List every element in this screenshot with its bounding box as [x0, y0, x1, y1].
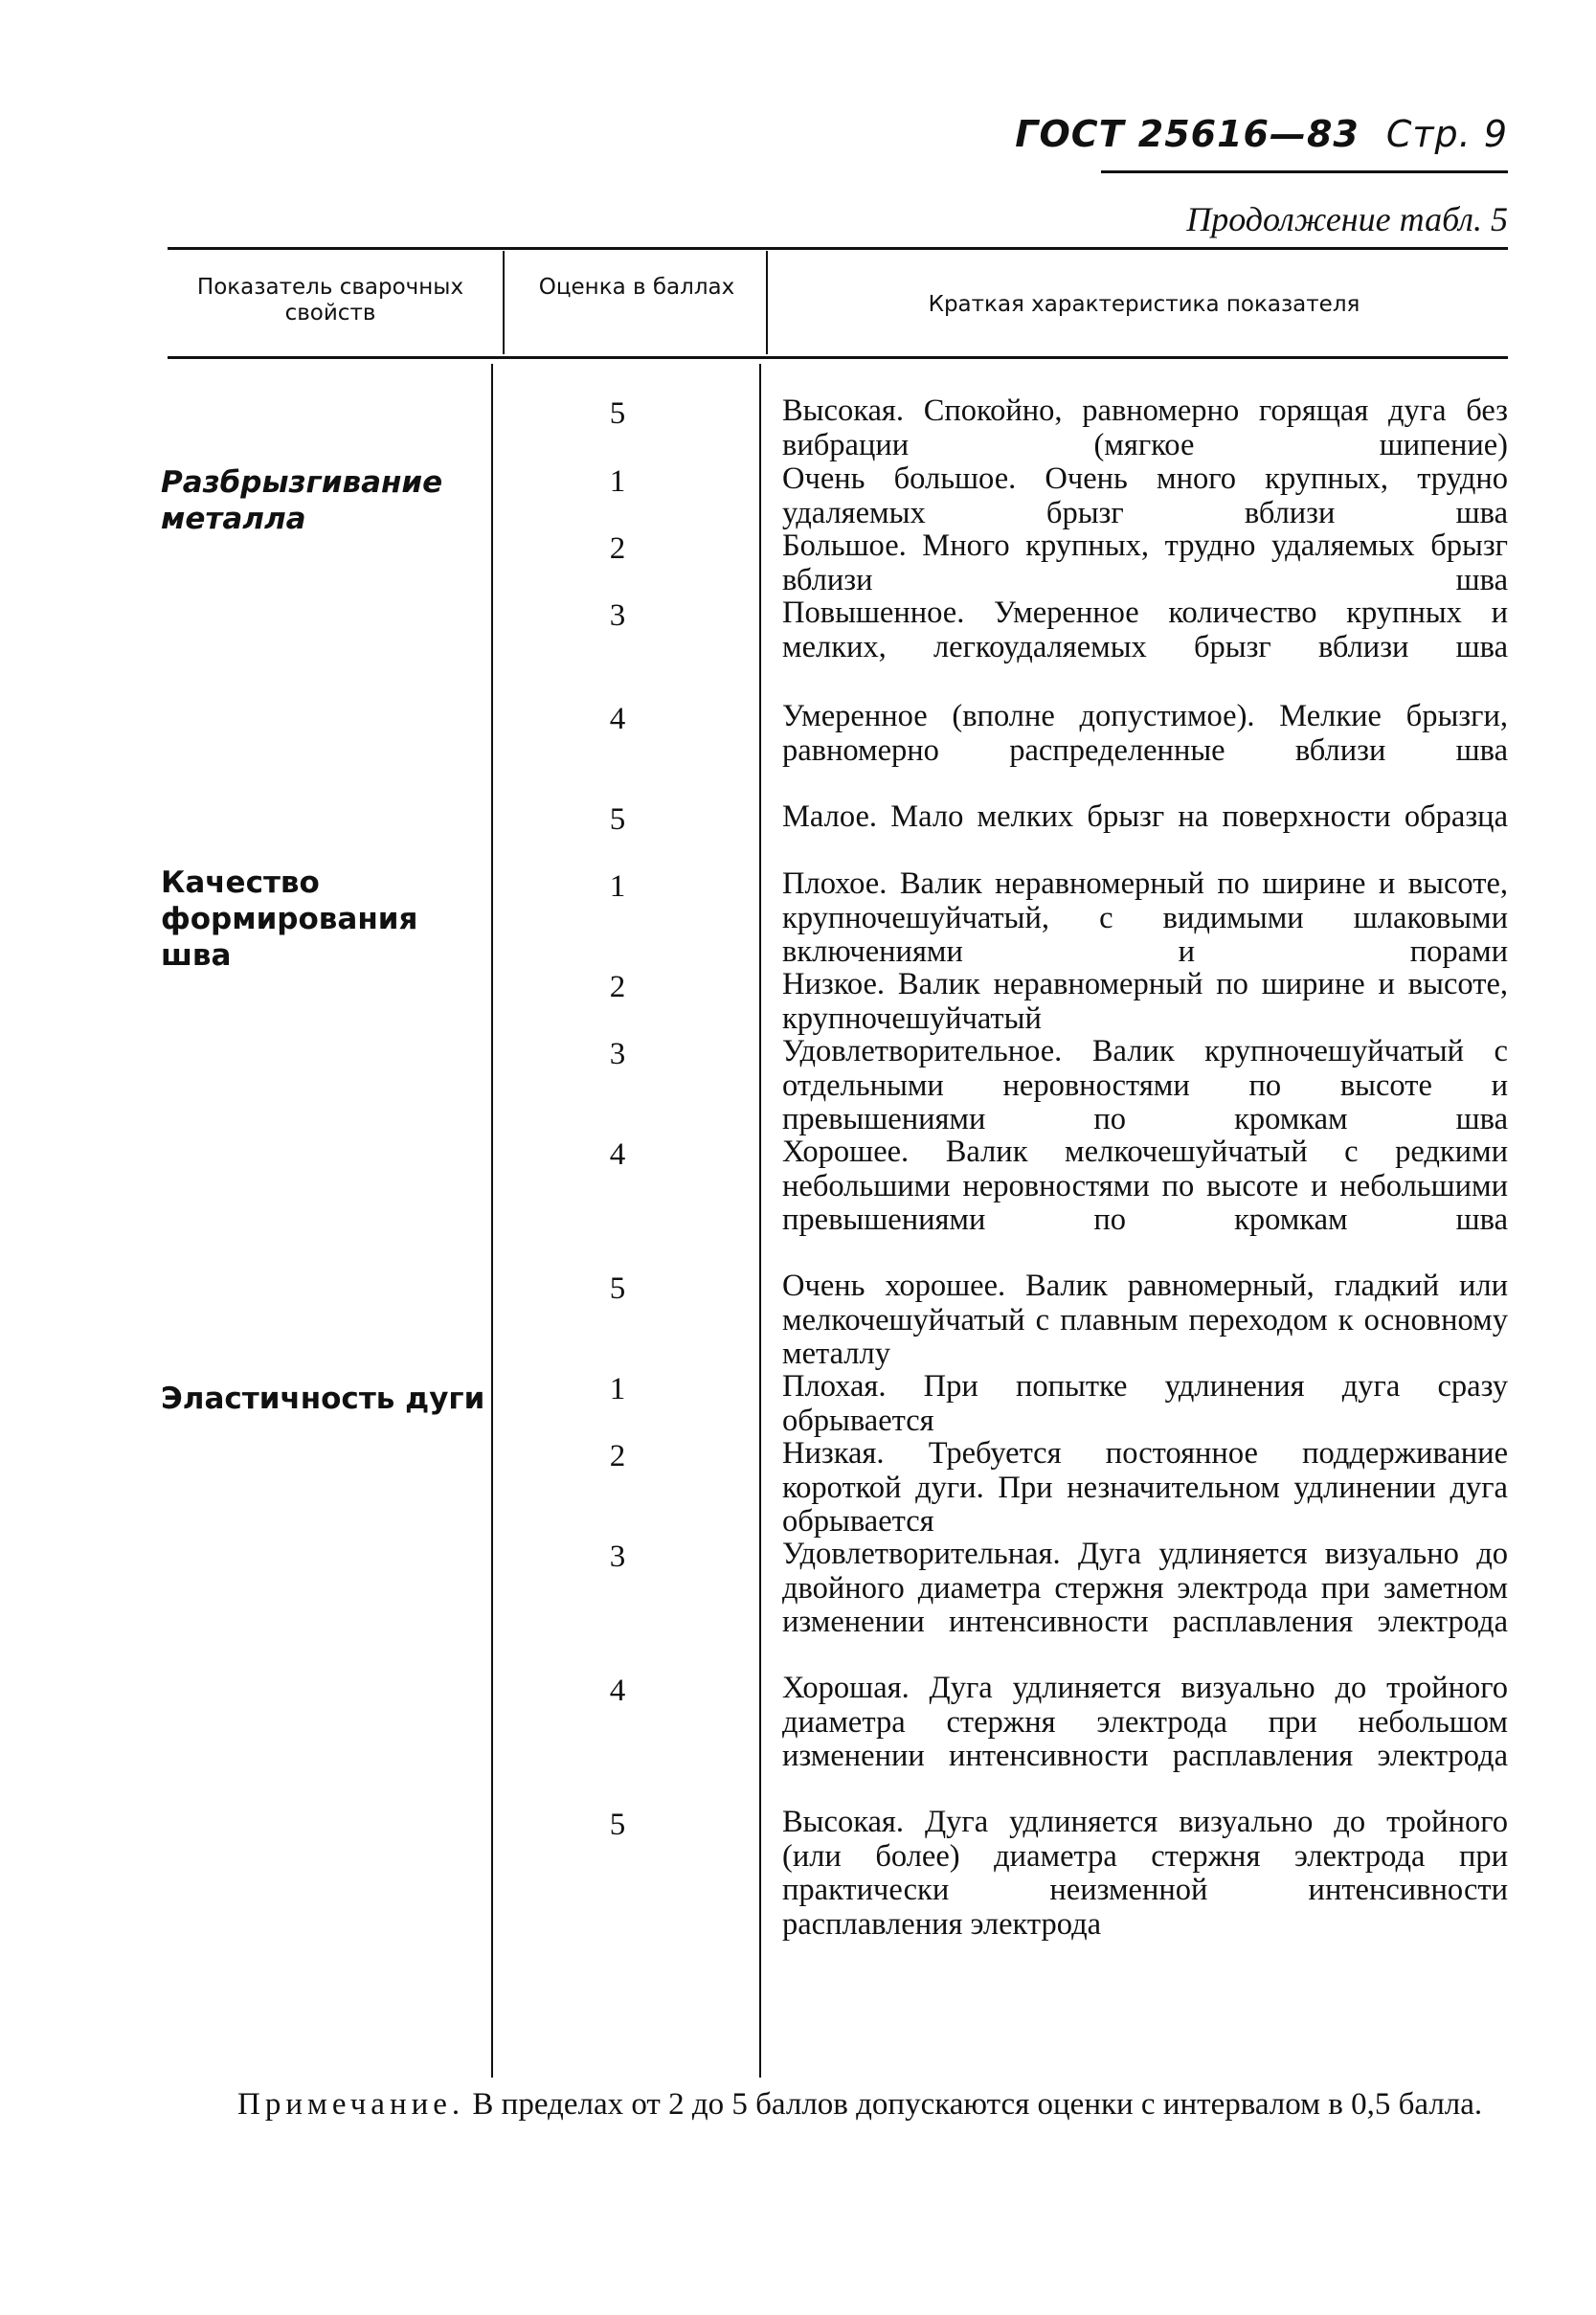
- column-divider: [766, 251, 768, 354]
- column-divider: [503, 251, 505, 354]
- score-cell: 5: [609, 1808, 626, 1842]
- table-header-rule: [168, 356, 1508, 359]
- page-header: [1015, 113, 1508, 155]
- column-divider: [491, 364, 493, 2078]
- score-cell: 4: [609, 702, 626, 736]
- page-number: Стр. 9: [1385, 113, 1508, 155]
- description-cell: Низкая. Требуется постоянное поддерживание короткой дуги. При незначительном удлинении дуга обрывается: [782, 1436, 1508, 1539]
- score-cell: 3: [609, 1037, 626, 1071]
- description-cell: Высокая. Дуга удлиняется визуально до тройного (или более) диаметра стержня электрода при практически неизменной интенсивности расплавления электрода: [782, 1805, 1508, 1942]
- score-cell: 4: [609, 1137, 626, 1172]
- indicator-arc-elasticity: Эластичность дуги: [161, 1382, 485, 1416]
- column-header-score: Оценка в баллах: [538, 275, 735, 300]
- header-rule: [1101, 170, 1508, 173]
- score-cell: 1: [609, 1372, 626, 1406]
- indicator-weld-formation: Качество формирования шва: [161, 865, 418, 973]
- score-cell: 3: [609, 598, 626, 633]
- column-header-description: Краткая характеристика показателя: [928, 292, 1360, 317]
- description-cell: Очень большое. Очень много крупных, трудно удаляемых брызг вблизи шва: [782, 461, 1508, 530]
- indicator-spatter: Разбрызгивание металла: [161, 465, 443, 536]
- score-cell: 3: [609, 1540, 626, 1574]
- description-cell: Большое. Много крупных, трудно удаляемых брызг вблизи шва: [782, 528, 1508, 597]
- score-cell: 2: [609, 1439, 626, 1473]
- description-cell: Удовлетворительная. Дуга удлиняется визуально до двойного диаметра стержня электрода при заметном изменении интенсивности расплавления электрода: [782, 1537, 1508, 1639]
- score-cell: 5: [609, 1271, 626, 1306]
- score-cell: 5: [609, 802, 626, 837]
- score-cell: 4: [609, 1674, 626, 1708]
- description-cell: Низкое. Валик неравномерный по ширине и высоте, крупночешуйчатый: [782, 967, 1508, 1036]
- standard-number: ГОСТ 25616—83: [1015, 113, 1360, 155]
- description-cell: Хорошая. Дуга удлиняется визуально до тройного диаметра стержня электрода при небольшом изменении интенсивности расплавления электрода: [782, 1671, 1508, 1773]
- score-cell: 1: [609, 869, 626, 904]
- description-cell: Малое. Мало мелких брызг на поверхности образца: [782, 799, 1508, 834]
- score-cell: 2: [609, 531, 626, 566]
- column-divider: [759, 364, 761, 2078]
- description-cell: Высокая. Спокойно, равномерно горящая дуга без вибрации (мягкое шипение): [782, 393, 1508, 462]
- table-continuation-label: Продолжение табл. 5: [1186, 200, 1508, 238]
- score-cell: 1: [609, 464, 626, 499]
- description-cell: Умеренное (вполне допустимое). Мелкие брызги, равномерно распределенные вблизи шва: [782, 699, 1508, 768]
- description-cell: Плохое. Валик неравномерный по ширине и высоте, крупночешуйчатый, с видимыми шлаковыми включениями и порами: [782, 866, 1508, 969]
- note-label: Примечание.: [237, 2087, 465, 2122]
- note-text: В пределах от 2 до 5 баллов допускаются оценки с интервалом в 0,5 балла.: [472, 2087, 1483, 2122]
- table-top-rule: [168, 247, 1508, 250]
- column-header-indicator: Показатель сварочных свойств: [196, 275, 464, 326]
- description-cell: Очень хорошее. Валик равномерный, гладкий или мелкочешуйчатый с плавным переходом к основному металлу: [782, 1269, 1508, 1371]
- description-cell: Хорошее. Валик мелкочешуйчатый с редкими небольшими неровностями по высоте и небольшими превышениями по кромкам шва: [782, 1135, 1508, 1237]
- score-cell: 2: [609, 970, 626, 1004]
- score-cell: 5: [609, 396, 626, 431]
- description-cell: Удовлетворительное. Валик крупночешуйчатый с отдельными неровностями по высоте и превышениями по кромкам шва: [782, 1034, 1508, 1136]
- description-cell: Плохая. При попытке удлинения дуга сразу обрывается: [782, 1369, 1508, 1438]
- table-note: [161, 2085, 1511, 2124]
- description-cell: Повышенное. Умеренное количество крупных и мелких, легкоудаляемых брызг вблизи шва: [782, 596, 1508, 664]
